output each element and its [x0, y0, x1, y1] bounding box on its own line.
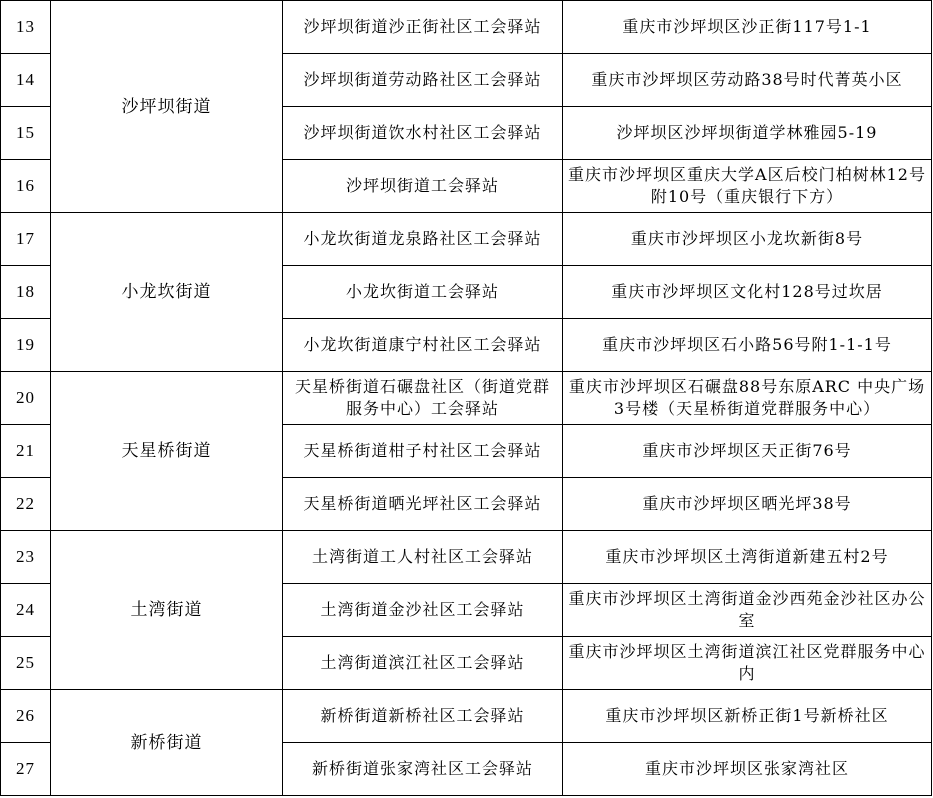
- station-address: 重庆市沙坪坝区劳动路38号时代菁英小区: [563, 54, 932, 107]
- station-name: 新桥街道新桥社区工会驿站: [283, 690, 563, 743]
- row-number: 13: [1, 1, 51, 54]
- station-name: 小龙坎街道康宁村社区工会驿站: [283, 319, 563, 372]
- station-name: 天星桥街道晒光坪社区工会驿站: [283, 478, 563, 531]
- row-number: 25: [1, 637, 51, 690]
- row-number: 19: [1, 319, 51, 372]
- station-name: 天星桥街道柑子村社区工会驿站: [283, 425, 563, 478]
- row-number: 16: [1, 160, 51, 213]
- street-name: 新桥街道: [51, 690, 283, 796]
- station-address: 重庆市沙坪坝区沙正街117号1-1: [563, 1, 932, 54]
- station-name: 沙坪坝街道工会驿站: [283, 160, 563, 213]
- station-address: 重庆市沙坪坝区晒光坪38号: [563, 478, 932, 531]
- row-number: 21: [1, 425, 51, 478]
- street-name: 土湾街道: [51, 531, 283, 690]
- street-name: 小龙坎街道: [51, 213, 283, 372]
- station-address: 沙坪坝区沙坪坝街道学林雅园5-19: [563, 107, 932, 160]
- table-row: [1, 531, 932, 584]
- station-name: 小龙坎街道工会驿站: [283, 266, 563, 319]
- station-address: 重庆市沙坪坝区石小路56号附1-1-1号: [563, 319, 932, 372]
- station-name: 沙坪坝街道劳动路社区工会驿站: [283, 54, 563, 107]
- station-address: 重庆市沙坪坝区石碾盘88号东原ARC 中央广场3号楼（天星桥街道党群服务中心）: [563, 372, 932, 425]
- station-name: 沙坪坝街道沙正街社区工会驿站: [283, 1, 563, 54]
- row-number: 18: [1, 266, 51, 319]
- table-row: [1, 372, 932, 425]
- station-address: 重庆市沙坪坝区新桥正街1号新桥社区: [563, 690, 932, 743]
- station-address: 重庆市沙坪坝区小龙坎新街8号: [563, 213, 932, 266]
- station-address: 重庆市沙坪坝区张家湾社区: [563, 743, 932, 796]
- station-address: 重庆市沙坪坝区天正街76号: [563, 425, 932, 478]
- station-name: 新桥街道张家湾社区工会驿站: [283, 743, 563, 796]
- row-number: 26: [1, 690, 51, 743]
- station-address: 重庆市沙坪坝区土湾街道金沙西苑金沙社区办公室: [563, 584, 932, 637]
- station-name: 土湾街道滨江社区工会驿站: [283, 637, 563, 690]
- table-row: [1, 213, 932, 266]
- street-name: 沙坪坝街道: [51, 1, 283, 213]
- table-row: [1, 1, 932, 54]
- station-address: 重庆市沙坪坝区土湾街道新建五村2号: [563, 531, 932, 584]
- row-number: 15: [1, 107, 51, 160]
- station-name: 天星桥街道石碾盘社区（街道党群服务中心）工会驿站: [283, 372, 563, 425]
- station-name: 小龙坎街道龙泉路社区工会驿站: [283, 213, 563, 266]
- row-number: 14: [1, 54, 51, 107]
- station-name: 土湾街道金沙社区工会驿站: [283, 584, 563, 637]
- station-address: 重庆市沙坪坝区文化村128号过坎居: [563, 266, 932, 319]
- row-number: 24: [1, 584, 51, 637]
- row-number: 22: [1, 478, 51, 531]
- row-number: 23: [1, 531, 51, 584]
- table-body: [1, 1, 932, 796]
- row-number: 17: [1, 213, 51, 266]
- station-name: 土湾街道工人村社区工会驿站: [283, 531, 563, 584]
- station-address: 重庆市沙坪坝区土湾街道滨江社区党群服务中心内: [563, 637, 932, 690]
- row-number: 20: [1, 372, 51, 425]
- station-name: 沙坪坝街道饮水村社区工会驿站: [283, 107, 563, 160]
- row-number: 27: [1, 743, 51, 796]
- station-address: 重庆市沙坪坝区重庆大学A区后校门柏树林12号附10号（重庆银行下方）: [563, 160, 932, 213]
- street-name: 天星桥街道: [51, 372, 283, 531]
- table-row: [1, 690, 932, 743]
